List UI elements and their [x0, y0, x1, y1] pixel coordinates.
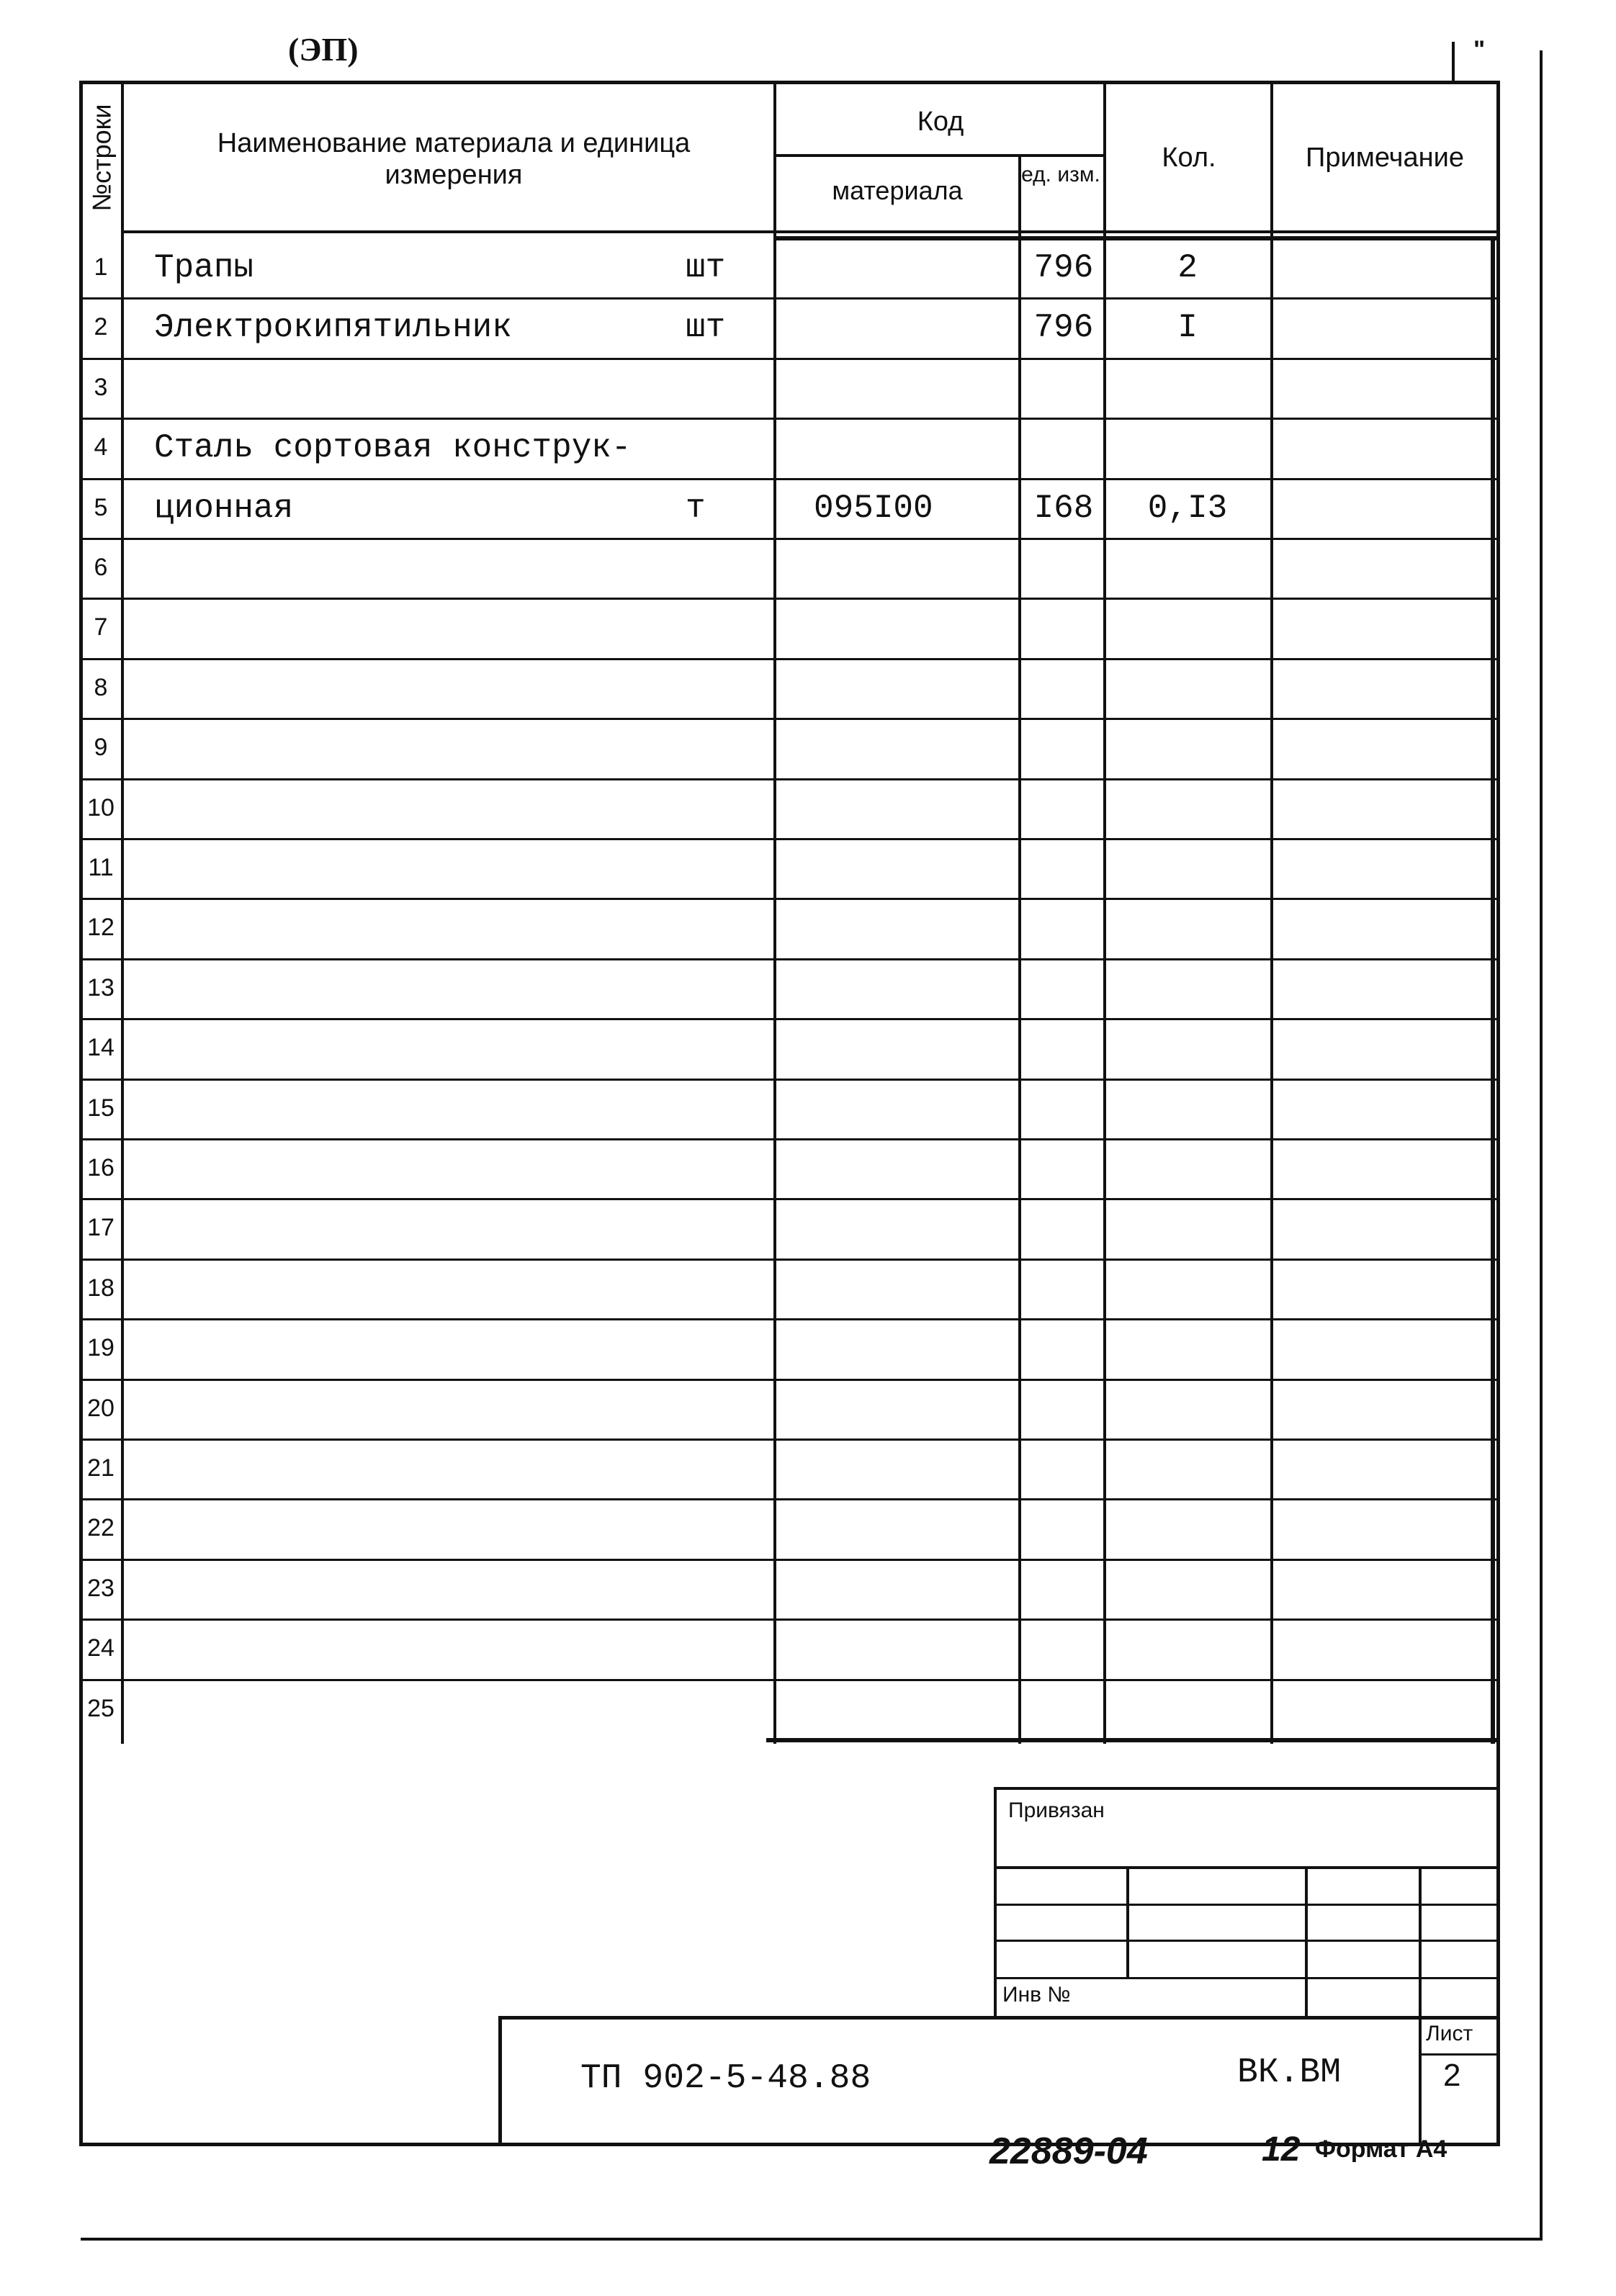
- row-number: 11: [88, 854, 114, 881]
- quantity: 0,I3: [1147, 489, 1228, 527]
- archive-number: 22889-04: [989, 2130, 1148, 2172]
- material-name: Электрокипятильник: [154, 308, 512, 346]
- material-unit: т: [686, 489, 706, 527]
- top-mark-right: ": [1473, 36, 1486, 63]
- row-number: 21: [87, 1454, 115, 1482]
- material-code: 095I00: [814, 489, 933, 527]
- row-number: 4: [94, 433, 108, 461]
- material-name-header: Наименование материала и единица измерения: [217, 128, 691, 190]
- row-number: 3: [94, 374, 108, 401]
- top-mark-left: (ЭП): [288, 31, 359, 68]
- row-number: 20: [87, 1395, 115, 1422]
- row-number: 1: [94, 253, 108, 281]
- material-name: Сталь сортовая конструк-: [154, 428, 632, 467]
- quantity: [1106, 418, 1269, 477]
- unit-code: [1025, 418, 1102, 477]
- code-header: Код: [917, 107, 964, 137]
- material-unit: [686, 358, 758, 418]
- bound-label: Привязан: [1008, 1798, 1105, 1822]
- row-number: 25: [87, 1695, 115, 1722]
- sheet-number: 2: [1443, 2058, 1461, 2093]
- note: [1273, 418, 1489, 477]
- material-unit: [686, 418, 758, 477]
- material-unit: шт: [686, 308, 726, 346]
- page-number: 12: [1262, 2130, 1301, 2169]
- sheet-label: Лист: [1426, 2022, 1473, 2045]
- row-number: 6: [94, 554, 108, 581]
- row-number: 16: [87, 1154, 115, 1181]
- note-header: Примечание: [1306, 143, 1464, 173]
- row-number-header: №строки: [86, 104, 117, 212]
- unit-code: 796: [1033, 248, 1094, 287]
- material-unit: шт: [686, 248, 726, 287]
- row-number: 9: [94, 734, 108, 761]
- material-code: [814, 238, 1001, 297]
- material-code: [814, 358, 1001, 418]
- document-code: ТП 902-5-48.88: [580, 2059, 871, 2098]
- note: [1273, 297, 1489, 357]
- note: [1273, 238, 1489, 297]
- material-name: Трапы: [154, 248, 254, 287]
- material-name: ционная: [154, 489, 294, 527]
- row-number: 2: [94, 313, 108, 341]
- row-number: 24: [87, 1634, 115, 1662]
- format-label: Формат А4: [1315, 2135, 1447, 2163]
- unit-code: 796: [1033, 308, 1094, 346]
- unit-code: I68: [1033, 489, 1094, 527]
- row-number: 19: [87, 1334, 115, 1361]
- row-number: 7: [94, 613, 108, 641]
- row-number: 5: [94, 494, 108, 521]
- unit-code: [1025, 358, 1102, 418]
- quantity: I: [1177, 308, 1198, 346]
- row-number: 17: [87, 1214, 115, 1241]
- row-number: 14: [87, 1034, 115, 1061]
- row-number: 8: [94, 674, 108, 701]
- material-code: [814, 418, 1001, 477]
- note: [1273, 478, 1489, 538]
- row-number: 23: [87, 1575, 115, 1602]
- row-number: 10: [87, 794, 115, 821]
- row-number: 13: [87, 974, 115, 1001]
- row-number: 18: [87, 1274, 115, 1302]
- row-number: 12: [87, 914, 115, 941]
- note: [1273, 358, 1489, 418]
- row-number: 15: [87, 1094, 115, 1122]
- quantity: 2: [1177, 248, 1198, 287]
- material-name: [154, 358, 716, 418]
- document-mark: ВК.ВМ: [1237, 2053, 1342, 2092]
- inventory-label: Инв №: [1002, 1983, 1071, 2007]
- qty-header: Кол.: [1162, 143, 1216, 173]
- quantity: [1106, 358, 1269, 418]
- code-material-header: материала: [832, 176, 963, 205]
- code-unit-header: ед. изм.: [1021, 163, 1100, 186]
- row-number: 22: [87, 1514, 115, 1541]
- material-code: [814, 297, 1001, 357]
